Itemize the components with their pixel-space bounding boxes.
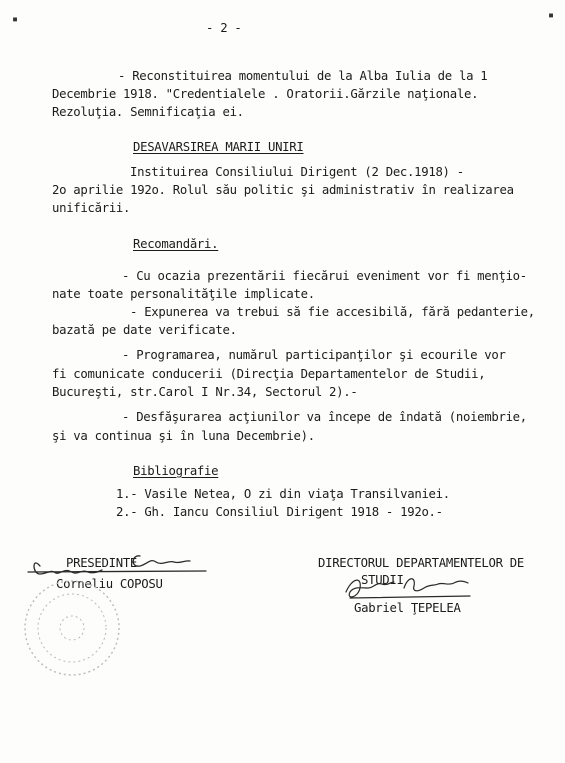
official-stamp: [25, 581, 119, 675]
bibliography-item: 2.- Gh. Iancu Consiliul Dirigent 1918 - 192o.-: [116, 505, 443, 519]
page-number: - 2 -: [206, 21, 242, 35]
section-body-line: unificării.: [52, 201, 131, 215]
right-signatory-name: Gabriel ŢEPELEA: [354, 601, 461, 615]
bibliography-heading: Bibliografie: [133, 464, 219, 478]
recommendation-line: - Expunerea va trebui să fie accesibilă, fără pedanterie,: [130, 305, 535, 319]
recommendation-line: Bucureşti, str.Carol I Nr.34, Sectorul 2).-: [52, 385, 358, 399]
recommendation-line: bazată pe date verificate.: [52, 323, 237, 337]
left-signatory-name: Corneliu COPOSU: [56, 577, 163, 591]
left-signatory-title: PRESEDINTE: [66, 556, 138, 570]
right-signatory-title: STUDII: [361, 573, 404, 587]
right-signatory-title: DIRECTORUL DEPARTAMENTELOR DE: [318, 556, 524, 570]
recommendation-line: nate toate personalităţile implicate.: [52, 287, 315, 301]
intro-line: Rezoluţia. Semnificaţia ei.: [52, 105, 244, 119]
section-body-line: Instituirea Consiliului Dirigent (2 Dec.1918) -: [130, 165, 464, 179]
intro-line: Decembrie 1918. "Credentialele . Oratorii.Gărzile naţionale.: [52, 87, 479, 101]
recommendation-line: - Cu ocazia prezentării fiecărui eveniment vor fi menţio-: [122, 269, 527, 283]
recommendation-line: şi va continua şi în luna Decembrie).: [52, 429, 315, 443]
recommendation-line: fi comunicate conducerii (Direcţia Departamentelor de Studii,: [52, 367, 486, 381]
section-heading: DESAVARSIREA MARII UNIRI: [133, 140, 304, 154]
recommendation-line: - Desfăşurarea acţiunilor va începe de îndată (noiembrie,: [122, 410, 527, 424]
punch-hole-mark: ▪: [12, 14, 19, 25]
left-signature: [28, 556, 206, 574]
bibliography-item: 1.- Vasile Netea, O zi din viaţa Transilvaniei.: [116, 487, 450, 501]
intro-line: - Reconstituirea momentului de la Alba Iulia de la 1: [118, 69, 488, 83]
recommendation-line: - Programarea, numărul participanţilor şi ecourile vor: [122, 348, 506, 362]
punch-hole-mark: ▪: [548, 10, 555, 21]
right-signature: [346, 579, 470, 598]
recommendations-heading: Recomandări.: [133, 237, 219, 251]
section-body-line: 2o aprilie 192o. Rolul său politic şi administrativ în realizarea: [52, 183, 514, 197]
